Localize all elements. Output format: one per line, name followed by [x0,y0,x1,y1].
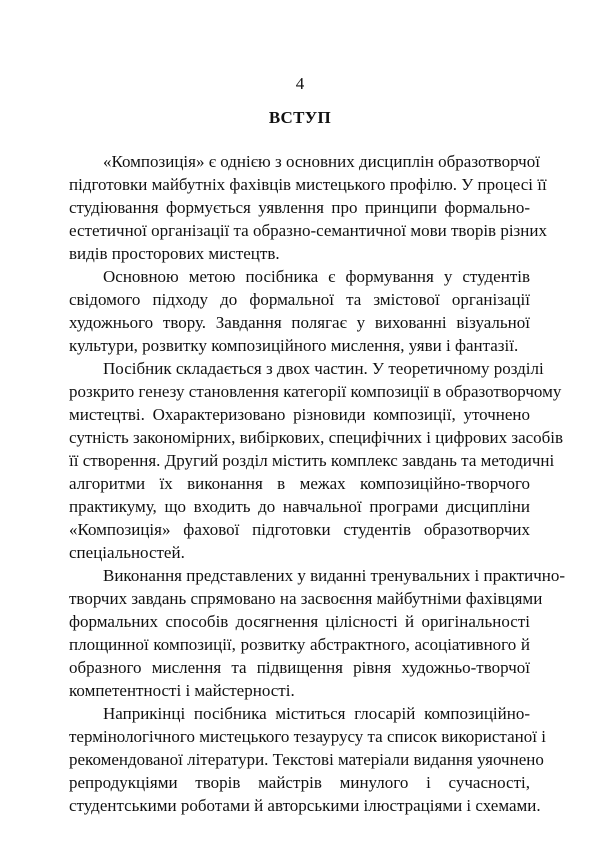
paragraph-line: розкрито генезу становлення категорії композиції в образотворчому [69,382,562,401]
paragraph-line: художнього твору. Завдання полягає у вихованні візуальної [69,313,530,332]
paragraph-line: спеціальностей. [69,543,185,562]
paragraph-line: видів просторових мистецтв. [69,244,280,263]
page-number: 4 [295,74,305,93]
paragraph-line: практикуму, що входить до навчальної програми дисципліни [69,497,530,516]
paragraph-line: студіювання формується уявлення про принципи формально- [69,198,530,217]
paragraph-3 [69,357,564,564]
paragraph-line: сутність закономірних, вибіркових, специфічних і цифрових засобів [69,428,564,447]
paragraph-line: творчих завдань спрямовано на засвоєння майбутніми фахівцями [69,589,543,608]
paragraph-4 [69,564,565,702]
paragraph-line: культури, розвитку композиційного мислення, уяви і фантазії. [69,336,519,355]
paragraph-line: мистецтві. Охарактеризовано різновиди композиції, уточнено [69,405,530,424]
paragraph-line: Посібник складається з двох частин. У теоретичному розділі [103,359,544,378]
paragraph-line: свідомого підходу до формальної та змістової організації [69,290,530,309]
paragraph-line: студентськими роботами й авторськими ілюстраціями і схемами. [69,796,541,815]
paragraph-line: підготовки майбутніх фахівців мистецького профілю. У процесі її [69,175,547,194]
paragraph-line: Виконання представлених у виданні тренувальних і практично- [103,566,565,585]
paragraph-line: компетентності і майстерності. [69,681,295,700]
section-heading: ВСТУП [268,108,332,127]
paragraph-line: Основною метою посібника є формування у студентів [103,267,530,286]
paragraph-1 [69,150,547,265]
paragraph-line: термінологічного мистецького тезаурусу та список використаної і [69,727,546,746]
paragraph-line: площинної композиції, розвитку абстрактного, асоціативного й [69,635,530,654]
paragraph-line: формальних способів досягнення цілісності й оригінальності [69,612,530,631]
paragraph-5 [69,702,546,817]
paragraph-line: її створення. Другий розділ містить комплекс завдань та методичні [69,451,555,470]
paragraph-line: алгоритми їх виконання в межах композиційно-творчого [69,474,530,493]
paragraph-line: рекомендованої літератури. Текстові матеріали видання уяочнено [69,750,544,769]
paragraph-line: Наприкінці посібника міститься глосарій композиційно- [103,704,530,723]
body-text [69,150,565,817]
paragraph-line: естетичної організації та образно-семантичної мови творів різних [69,221,547,240]
paragraph-line: «Композиція» є однією з основних дисциплін образотворчої [103,152,540,171]
paragraph-line: образного мислення та підвищення рівня художньо-творчої [69,658,530,677]
paragraph-line: «Композиція» фахової підготовки студентів образотворчих [69,520,530,539]
paragraph-line: репродукціями творів майстрів минулого і сучасності, [69,773,530,792]
paragraph-2 [69,265,530,357]
